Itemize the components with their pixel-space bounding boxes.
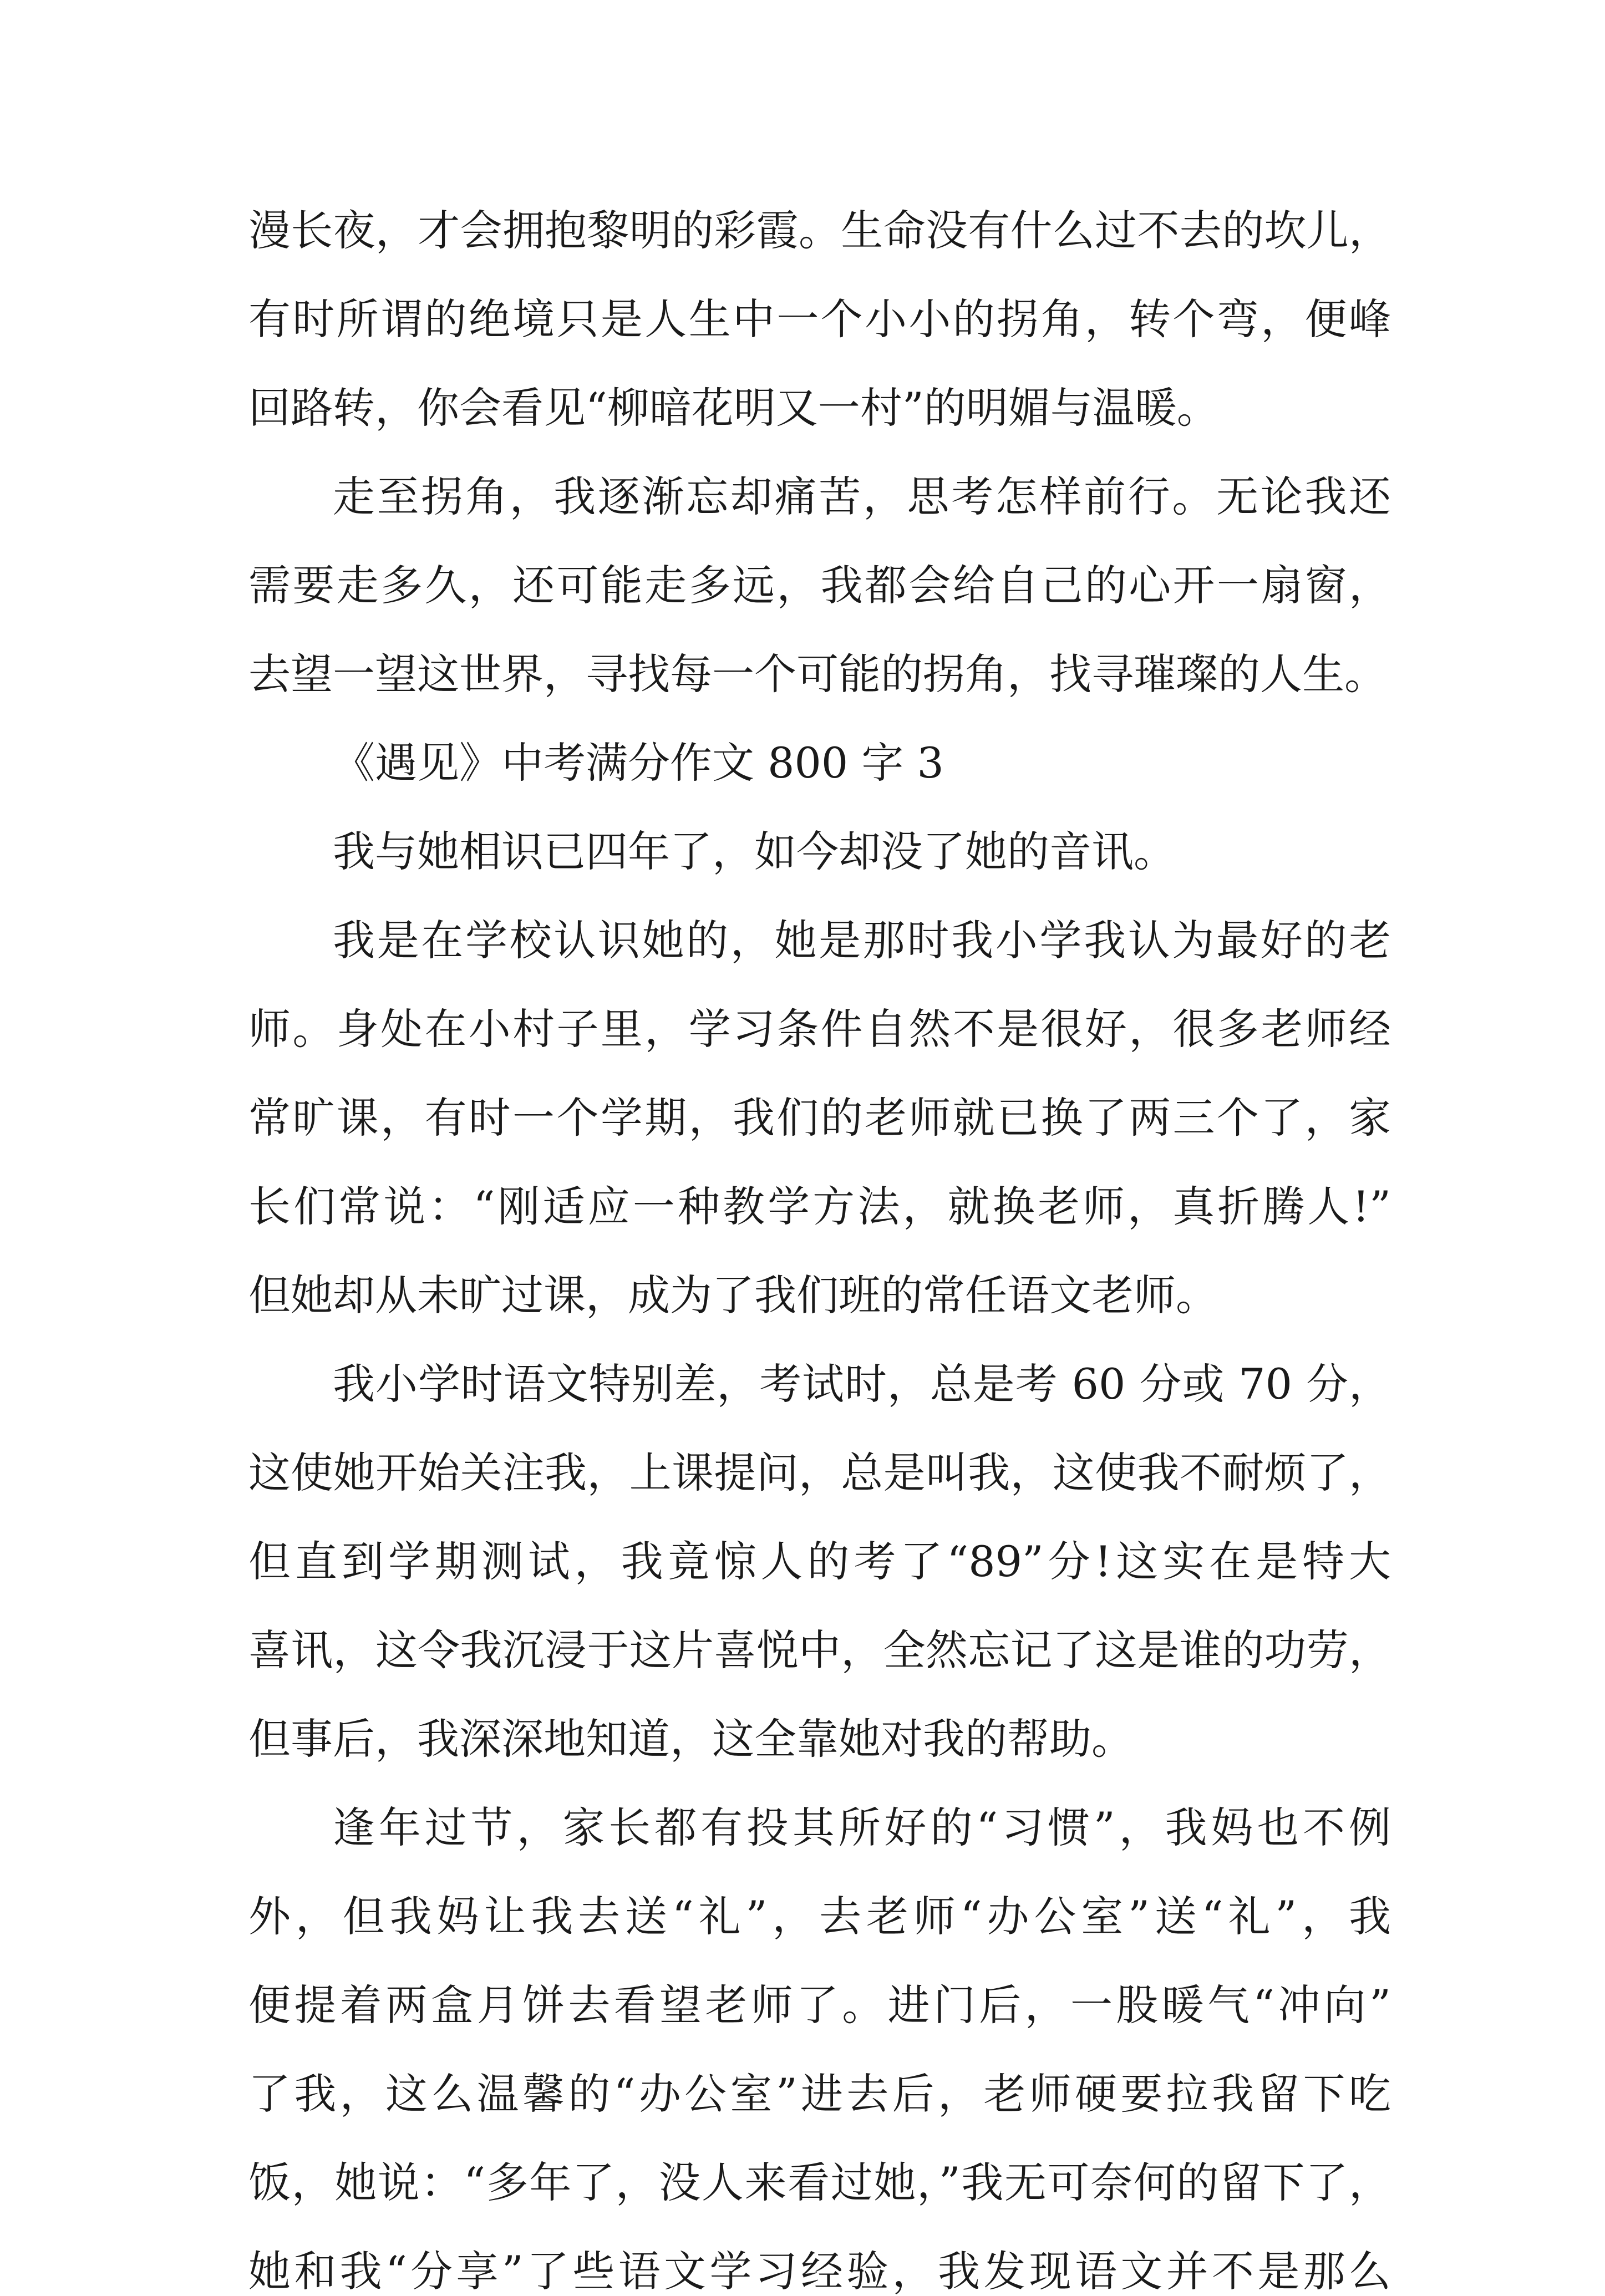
section-heading: 《遇见》中考满分作文 800 字 3 bbox=[333, 738, 944, 788]
text-line: 了我，这么温馨的“办公室”进去后，老师硬要拉我留下吃 bbox=[248, 2069, 1391, 2119]
text-line: 师。身处在小村子里，学习条件自然不是很好，很多老师经 bbox=[248, 1004, 1391, 1054]
text-line: 我是在学校认识她的，她是那时我小学我认为最好的老 bbox=[333, 916, 1391, 965]
text-line: 她和我“分享”了些语文学习经验，我发现语文并不是那么 bbox=[248, 2247, 1391, 2296]
text-line: 便提着两盒月饼去看望老师了。进门后，一股暖气“冲向” bbox=[248, 1980, 1391, 2030]
text-line: 回路转，你会看见“柳暗花明又一村”的明媚与温暖。 bbox=[248, 383, 1219, 433]
text-line: 饭，她说：“多年了，没人来看过她，”我无可奈何的留下了， bbox=[248, 2158, 1391, 2207]
text-line: 我与她相识已四年了，如今却没了她的音讯。 bbox=[333, 827, 1176, 876]
text-line: 走至拐角，我逐渐忘却痛苦，思考怎样前行。无论我还 bbox=[333, 472, 1391, 521]
text-line: 长们常说：“刚适应一种教学方法，就换老师，真折腾人!” bbox=[248, 1182, 1391, 1231]
text-line: 这使她开始关注我，上课提问，总是叫我，这使我不耐烦了， bbox=[248, 1448, 1391, 1497]
text-line: 漫长夜，才会拥抱黎明的彩霞。生命没有什么过不去的坎儿， bbox=[248, 206, 1391, 255]
text-line: 有时所谓的绝境只是人生中一个小小的拐角，转个弯，便峰 bbox=[248, 294, 1391, 344]
text-line: 去望一望这世界，寻找每一个可能的拐角，找寻璀璨的人生。 bbox=[248, 649, 1386, 699]
text-line: 外，但我妈让我去送“礼”，去老师“办公室”送“礼”，我 bbox=[248, 1892, 1391, 1941]
text-line: 喜讯，这令我沉浸于这片喜悦中，全然忘记了这是谁的功劳， bbox=[248, 1626, 1391, 1675]
text-line: 需要走多久，还可能走多远，我都会给自己的心开一扇窗， bbox=[248, 561, 1391, 610]
text-line: 逢年过节，家长都有投其所好的“习惯”，我妈也不例 bbox=[333, 1803, 1391, 1852]
text-line: 我小学时语文特别差，考试时，总是考 60 分或 70 分， bbox=[333, 1359, 1391, 1409]
text-line: 但事后，我深深地知道，这全靠她对我的帮助。 bbox=[248, 1714, 1134, 1764]
text-line: 但直到学期测试，我竟惊人的考了“89”分!这实在是特大 bbox=[248, 1537, 1391, 1586]
text-line: 常旷课，有时一个学期，我们的老师就已换了两三个了，家 bbox=[248, 1093, 1391, 1142]
text-line: 但她却从未旷过课，成为了我们班的常任语文老师。 bbox=[248, 1271, 1218, 1320]
